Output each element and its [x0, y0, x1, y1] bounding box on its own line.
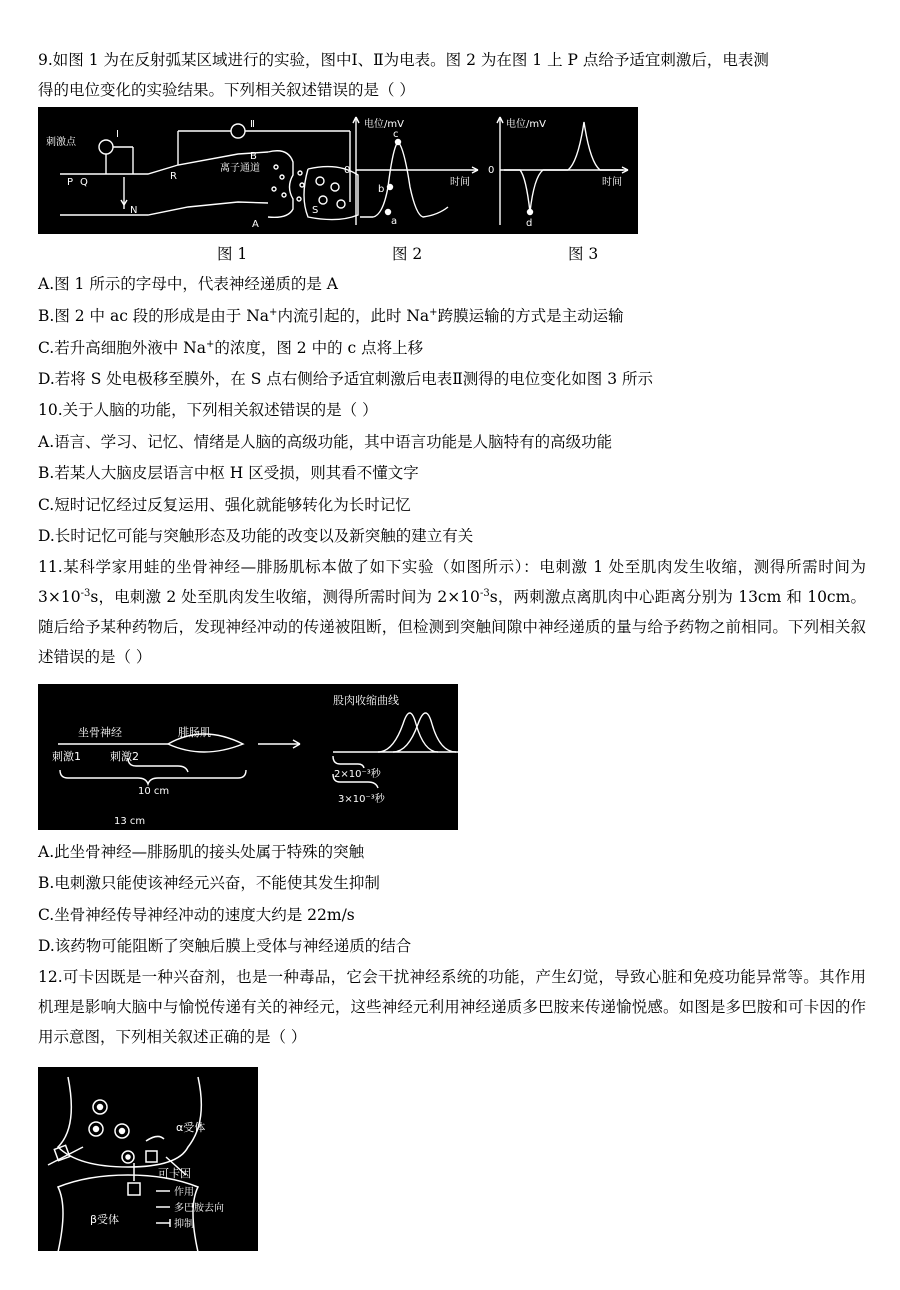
- q11-figure-panel: [38, 684, 458, 830]
- q11-stem: 11.某科学家用蛙的坐骨神经—腓肠肌标本做了如下实验（如图所示）：电刺激 1 处至肌肉发生收缩，测得所需时间为 $3\times 10^{-3}s$，电刺激 2 处至肌肉发生收缩，测得所需时间为 $2\times 10^{-3}s$，两刺激点离肌肉中心距离分别为 13cm 和 10cm。随后给予某种药物后，发现神经冲动的传递被阻断，但检测到突触间隙中神经递质的量与给予药物之前相同。下列相关叙述错误的是（ ）: [38, 558, 866, 666]
- fig2-a-label: a: [391, 216, 398, 227]
- q9-stem-line2: 得的电位变化的实验结果。下列相关叙述错误的是（ ）: [38, 81, 415, 99]
- q12-alpha-label: α受体: [176, 1121, 206, 1134]
- fig1-S-label: S: [312, 205, 319, 216]
- q10-option-D: D.长时记忆可能与突触形态及功能的改变以及新突触的建立有关: [38, 527, 474, 545]
- q11-option-C: C.坐骨神经传导神经冲动的速度大约是 22m/s: [38, 906, 355, 924]
- q11-stim2-label: 刺激2: [110, 750, 139, 763]
- fig1-meter1-label: Ⅰ: [116, 129, 119, 140]
- q11-dist-short: 10 cm: [138, 786, 170, 797]
- q10-option-A: A.语言、学习、记忆、情绪是人脑的高级功能，其中语言功能是人脑特有的高级功能: [38, 433, 613, 451]
- q11-figure-svg: [38, 684, 458, 830]
- q11-curve-title: 股肉收缩曲线: [333, 694, 399, 707]
- q11-time-short: 2×10⁻³秒: [334, 769, 381, 780]
- fig1-Q-label: Q: [80, 177, 88, 188]
- fig1-meter2-label: Ⅱ: [250, 119, 255, 130]
- q9-figures-svg: [38, 107, 638, 234]
- q12-legend-inhibit: 抑制: [174, 1219, 194, 1230]
- q12-legend-action: 作用: [174, 1187, 194, 1198]
- fig2-c-label: c: [393, 129, 399, 140]
- q10-stem: 10.关于人脑的功能，下列相关叙述错误的是（ ）: [38, 401, 378, 419]
- meter2-icon: [231, 124, 245, 138]
- q11-nerve-label: 坐骨神经: [78, 726, 122, 739]
- q11-dist-long: 13 cm: [114, 816, 146, 827]
- fig1-B-label: B: [250, 151, 257, 162]
- fig1-channel-label: 离子通道: [220, 163, 260, 174]
- fig3-caption: 图 3: [568, 245, 599, 263]
- q11-time-long: 3×10⁻³秒: [338, 794, 385, 805]
- fig1-R-label: R: [170, 171, 177, 182]
- q11-option-D: D.该药物可能阻断了突触后膜上受体与神经递质的结合: [38, 937, 412, 955]
- q12-legend-dopamine: 多巴胺去向: [174, 1203, 224, 1214]
- meter1-icon: [99, 140, 113, 154]
- fig2-zero: 0: [344, 165, 351, 176]
- fig2-xlabel: 时间: [450, 177, 470, 188]
- q12-figure-panel: [38, 1067, 258, 1251]
- q11-option-B: B.电刺激只能使该神经元兴奋，不能使其发生抑制: [38, 874, 380, 892]
- q12-figure-svg: [38, 1067, 258, 1251]
- q9-option-B: B.图 2 中 ac 段的形成是由于 Na+内流引起的，此时 Na+跨膜运输的方式是主动运输: [38, 306, 624, 325]
- q9-figure-panel: [38, 107, 638, 234]
- fig2-chart: [353, 117, 478, 225]
- fig2-ylabel: 电位/mV: [364, 119, 404, 130]
- q12-beta-label: β受体: [90, 1213, 120, 1226]
- q9-option-A: A.图 1 所示的字母中，代表神经递质的是 A: [38, 275, 338, 293]
- fig1-A-label: A: [252, 219, 259, 230]
- fig2-b-label: b: [378, 184, 385, 195]
- fig1-N-label: N: [130, 205, 138, 216]
- q10-option-B: B.若某人大脑皮层语言中枢 H 区受损，则其看不懂文字: [38, 464, 419, 482]
- fig3-ylabel: 电位/mV: [506, 119, 546, 130]
- q11-stim1-label: 刺激1: [52, 750, 81, 763]
- fig3-zero: 0: [488, 165, 495, 176]
- q11-option-A: A.此坐骨神经—腓肠肌的接头处属于特殊的突触: [38, 843, 365, 861]
- fig1-caption: 图 1: [217, 245, 248, 263]
- fig3-d-label: d: [526, 218, 533, 229]
- fig2-caption: 图 2: [392, 245, 423, 263]
- q12-cocaine-label: 可卡因: [158, 1167, 191, 1180]
- q9-stem-line1: 9.如图 1 为在反射弧某区域进行的实验，图中Ⅰ、Ⅱ为电表。图 2 为在图 1 上 P 点给予适宜刺激后，电表测: [38, 51, 769, 69]
- q9-option-C: C.若升高细胞外液中 Na+的浓度，图 2 中的 c 点将上移: [38, 338, 424, 357]
- q10-option-C: C.短时记忆经过反复运用、强化就能够转化为长时记忆: [38, 496, 411, 514]
- fig1-P-label: P: [67, 177, 74, 188]
- q9-option-D: D.若将 S 处电极移至膜外，在 S 点右侧给予适宜刺激后电表Ⅱ测得的电位变化如图 3 所示: [38, 370, 653, 388]
- q12-stem: 12.可卡因既是一种兴奋剂，也是一种毒品，它会干扰神经系统的功能，产生幻觉，导致心脏和免疫功能异常等。其作用机理是影响大脑中与愉悦传递有关的神经元，这些神经元利用神经递质多巴胺来传递愉悦感。如图是多巴胺和可卡因的作用示意图，下列相关叙述正确的是（ ）: [38, 968, 866, 1046]
- fig3-xlabel: 时间: [602, 177, 622, 188]
- fig1-stim-label: 刺激点: [46, 137, 76, 148]
- fig3-chart: [497, 117, 628, 225]
- q11-muscle-label: 腓肠肌: [178, 726, 211, 739]
